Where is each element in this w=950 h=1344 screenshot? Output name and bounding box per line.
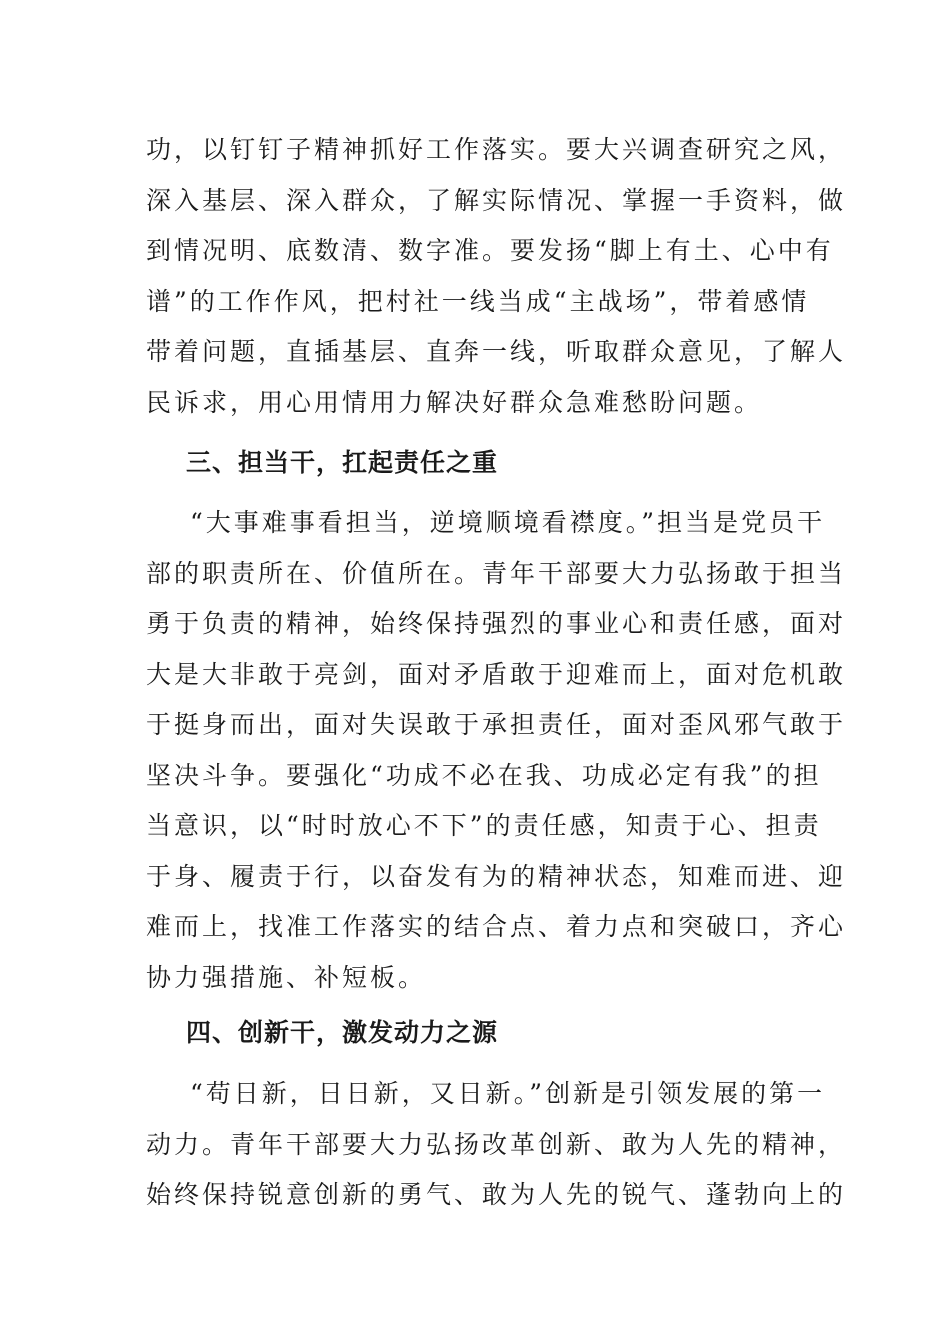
paragraph-line: 于身、履责于行，以奋发有为的精神状态，知难而进、迎 — [146, 861, 847, 891]
paragraph-continuation — [146, 125, 847, 428]
section-heading-3: 三、担当干，扛起责任之重 — [186, 448, 499, 477]
paragraph-line: 深入基层、深入群众，了解实际情况、掌握一手资料，做 — [146, 185, 847, 215]
paragraph-line: 当意识，以“时时放心不下”的责任感，知责于心、担责 — [146, 811, 822, 840]
paragraph-line: 功，以钉钉子精神抓好工作落实。要大兴调查研究之风， — [146, 135, 847, 164]
paragraph-line: “大事难事看担当，逆境顺境看襟度。”担当是党员干 — [190, 508, 826, 537]
paragraph-line: 始终保持锐意创新的勇气、敢为人先的锐气、蓬勃向上的 — [146, 1180, 847, 1209]
section-heading-4: 四、创新干，激发动力之源 — [186, 1018, 499, 1047]
paragraph-line: 民诉求，用心用情用力解决好群众急难愁盼问题。 — [146, 387, 763, 417]
paragraph-line: “苟日新，日日新，又日新。”创新是引领发展的第一 — [190, 1079, 826, 1108]
paragraph-line: 协力强措施、补短板。 — [146, 962, 427, 992]
paragraph-line: 带着问题，直插基层、直奔一线，听取群众意见，了解人 — [146, 337, 847, 366]
paragraph-line: 部的职责所在、价值所在。青年干部要大力弘扬敢于担当 — [146, 558, 847, 588]
paragraph-line: 到情况明、底数清、数字准。要发扬“脚上有土、心中有 — [146, 236, 834, 265]
paragraph-line: 于挺身而出，面对失误敢于承担责任，面对歪风邪气敢于 — [146, 710, 847, 739]
paragraph-responsibility — [146, 498, 847, 1003]
paragraph-line: 难而上，找准工作落实的结合点、着力点和突破口，齐心 — [146, 912, 847, 941]
paragraph-line: 大是大非敢于亮剑，面对矛盾敢于迎难而上，面对危机敢 — [146, 659, 847, 689]
paragraph-innovation — [146, 1069, 847, 1221]
paragraph-line: 动力。青年干部要大力弘扬改革创新、敢为人先的精神， — [146, 1129, 847, 1159]
paragraph-line: 勇于负责的精神，始终保持强烈的事业心和责任感，面对 — [146, 609, 847, 638]
paragraph-line: 坚决斗争。要强化“功成不必在我、功成必定有我”的担 — [146, 760, 822, 790]
paragraph-line: 谱”的工作作风，把村社一线当成“主战场”，带着感情 — [146, 286, 810, 316]
